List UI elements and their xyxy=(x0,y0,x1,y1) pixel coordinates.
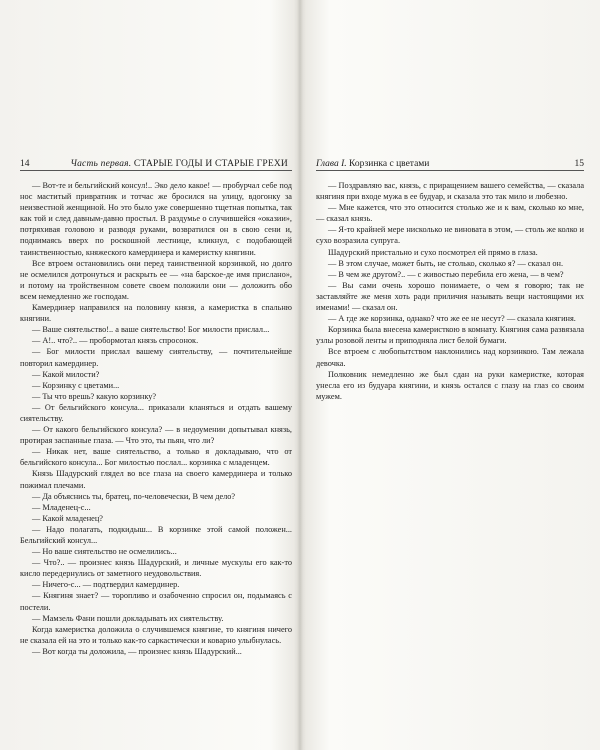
paragraph: Все втроем с любопытством наклонились над корзинкою. Там лежала девочка. xyxy=(316,347,584,368)
paragraph: — Я-то крайней мере нисколько не виновата в этом, — столь же колко и сухо возразила супруга. xyxy=(316,225,584,246)
paragraph: — Вы сами очень хорошо понимаете, о чем я говорю; так не заставляйте же меня хоть ради приличия называть вещи настоящими их именами! — сказал он. xyxy=(316,280,584,313)
paragraph: — Надо полагать, подкидыш... В корзинке этой самой положен... Бельгийский консул... xyxy=(20,524,292,545)
paragraph: — Младенец-с... xyxy=(32,502,91,512)
book-gutter xyxy=(294,0,306,750)
paragraph: Князь Шадурский глядел во все глаза на своего камердинера и только пожимал плечами. xyxy=(20,469,292,490)
right-page-number: 15 xyxy=(574,159,584,169)
paragraph: — Вот когда ты доложила, — произнес князь Шадурский... xyxy=(32,646,242,656)
paragraph: — Бог милости прислал вашему сиятельству, — почтительнейше повторил камердинер. xyxy=(20,347,292,368)
paragraph: Корзинка была внесена камеристкою в комнату. Княгиня сама развязала узлы розовой ленты и приподняла лист белой бумаги. xyxy=(316,325,584,346)
right-chapter-label: Глава I. xyxy=(316,159,347,169)
paragraph: — Какой милости? xyxy=(32,369,100,379)
paragraph: — Корзинку с цветами... xyxy=(32,380,120,390)
left-page-number: 14 xyxy=(20,159,30,169)
left-part-title: СТАРЫЕ ГОДЫ И СТАРЫЕ ГРЕХИ xyxy=(133,159,288,169)
paragraph: — От бельгийского консула... приказали кланяться и отдать вашему сиятельству. xyxy=(20,402,292,423)
paragraph: Шадурский пристально и сухо посмотрел ей прямо в глаза. xyxy=(328,247,538,257)
paragraph: Все втроем остановились они перед таинственной корзинкой, но долго не осмелился дотронуться и раскрыть ее — «на барское-де имя прислано», и потому на тройственном совете своем положили они — доложить обо всем немедленно же господам. xyxy=(20,258,292,301)
paragraph: — От какого бельгийского консула? — в недоумении допытывал князь, протирая заспанные глаза. — Что это, ты пьян, что ли? xyxy=(20,425,292,446)
paragraph: — Поздравляю вас, князь, с приращением вашего семейства, — сказала княгиня при входе мужа в ее будуар, и сказала это так мило и любезно. xyxy=(316,181,584,202)
paragraph: Полковник немедленно же был сдан на руки камеристке, которая унесла его из будуара княгини, и князь остался с глазу на глаз со своим мужем. xyxy=(316,369,584,401)
paragraph: — А!.. что?.. — пробормотал князь спросонок. xyxy=(32,336,199,346)
left-running-title xyxy=(70,158,288,170)
paragraph: — Мне кажется, что это относится столько же и к вам, сколько ко мне, — сказал князь. xyxy=(316,203,584,224)
paragraph: — В этом случае, может быть, не столько, сколько я? — сказал он. xyxy=(328,258,564,268)
left-part-label: Часть первая. xyxy=(70,159,132,169)
paragraph: — Княгиня знает? — торопливо и озабоченно спросил он, подымаясь с постели. xyxy=(20,591,292,612)
paragraph: — А где же корзинка, однако? что же ее не несут? — сказала княгиня. xyxy=(328,314,576,324)
paragraph: — Мамзель Фани пошли докладывать их сиятельству. xyxy=(32,613,224,623)
right-page-body xyxy=(316,180,584,402)
paragraph: — Да объяснись ты, братец, по-человечески, В чем дело? xyxy=(32,491,236,501)
paragraph: Камердинер направился на половину князя, а камеристка в спальню княгини. xyxy=(20,303,292,324)
paragraph: — Но ваше сиятельство не осмелились... xyxy=(32,547,177,557)
left-page-body xyxy=(20,180,292,657)
right-running-title xyxy=(316,158,429,170)
paragraph: — В чем же другом?.. — с живостью перебила его жена, — в чем? xyxy=(328,269,564,279)
paragraph: — Что?.. — произнес князь Шадурский, и личные мускулы его как-то кисло передернулись от заметного неудовольствия. xyxy=(20,558,292,579)
paragraph: — Вот-те и бельгийский консул!.. Эко дело какое! — пробурчал себе под нос маститый привратник и тотчас же бросился на улицу, вдогонку за неизвестной женщиной. Но это было уже совершенно тщетная попытка, так как той и след давным-давно простыл. В раздумье о случившейся «оказии», потряхивая головою и разводя руками, возвратился он в свою сени и, поднимаясь вверх по роскошной лестнице, кликнул, с подобающей таинственностью, княжеского камердинера и камеристку княгини. xyxy=(20,181,292,257)
paragraph: — Ты что врешь? какую корзинку? xyxy=(32,391,157,401)
paragraph: — Какой младенец? xyxy=(32,513,103,523)
right-running-head xyxy=(316,158,584,171)
paragraph: — Никак нет, ваше сиятельство, а только я докладываю, что от бельгийского консула... Бог милостью послал... корзинка с младенцем. xyxy=(20,447,292,468)
left-running-head xyxy=(20,158,292,171)
right-chapter-title: Корзинка с цветами xyxy=(349,159,430,169)
paragraph: Когда камеристка доложила о случившемся княгине, то княгиня ничего не сказала ей на это и только как-то саркастически и коварно улыбнулась. xyxy=(20,624,292,645)
paragraph: — Ваше сиятельство!.. а ваше сиятельство! Бог милости прислал... xyxy=(32,325,270,335)
paragraph: — Ничего-с... — подтвердил камердинер. xyxy=(32,580,180,590)
